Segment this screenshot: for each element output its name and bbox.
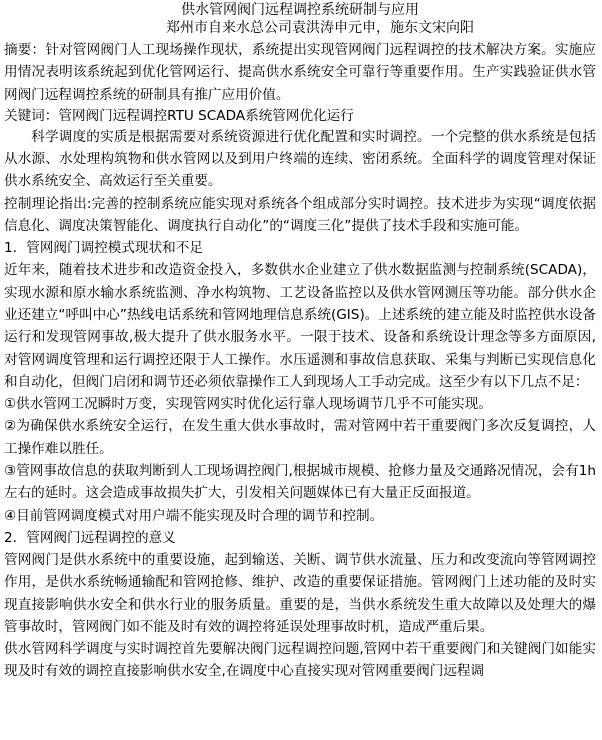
article-authors: 郑州市自来水总公司袁洪涛申元申，施东文宋向阳 [166,20,474,36]
section-1-heading: 1．管网阀门调控模式现状和不足 [4,240,203,257]
problem-item-2: ②为确保供水系统安全运行，在发生重大供水事故时，需对管网中若干重要阀门多次反复调控，人工操作难以胜任。 [4,418,596,457]
problem-item-4: ④目前管网调度模式对用户端不能实现及时合理的调节和控制。 [4,507,384,524]
problem-item-3: ③管网事故信息的获取判断到人工现场调控阀门,根据城市规模、抢修力量及交通路况情况，会有1h左右的延时。这会造成事故损失扩大，引发相关问题媒体已有大量正反面报道。 [4,463,596,502]
intro-paragraph-2: 控制理论指出:完善的控制系统应能实现对系统各个组成部分实时调控。技术进步为实现“调度依据信息化、调度决策智能化、调度执行自动化”的“调度三化”提供了技术手段和实施可能。 [4,195,596,235]
keywords-line: 关键词：管网阀门远程调控RTU SCADA系统管网优化运行 [4,107,354,124]
section-2-heading: 2．管网阀门远程调控的意义 [4,529,176,546]
problem-item-1: ①供水管网工况瞬时万变，实现管网实时优化运行靠人现场调节几乎不可能实现。 [4,396,492,413]
article-title: 供水管网阀门远程调控系统研制与应用 [181,2,419,18]
abstract-paragraph: 摘要：针对管网阀门人工现场操作现状，系统提出实现管网阀门远程调控的技术解决方案。实施应用情况表明该系统起到优化管网运行、提高供水系统安全可靠行等重要作用。生产实践验证供水管网阀门远程调控系统的研制具有推广应用价值。 [4,42,596,103]
section-1-body: 近年来，随着技术进步和改造资金投入，多数供水企业建立了供水数据监测与控制系统(SCADA)，实现水源和原水输水系统监测、净水构筑物、工艺设备监控以及供水管网测压等功能。部分供水企业还建立“呼叫中心”热线电话系统和管网地理信息系统(GIS)。上述系统的建立能及时监控供水设备运行和发现管网事故,极大提升了供水服务水平。一限于技术、设备和系统设计理念等多方面原因,对管网调度管理和运行调控还限于人工操作。水压遥测和事故信息获取、采集与判断已实现信息化和自动化，但阀门启闭和调节还必须依靠操作工人到现场人工手动完成。这至少有以下几点不足： [4,262,596,390]
section-2-body-continued: 供水管网科学调度与实时调控首先要解决阀门远程调控问题,管网中若干重要阀门和关键阀门如能实现及时有效的调控直接影响供水安全,在调度中心直接实现对管网重要阀门远程调 [4,641,596,680]
intro-paragraph-1: 科学调度的实质是根据需要对系统资源进行优化配置和实时调控。一个完整的供水系统是包括从水源、水处理构筑物和供水管网以及到用户终端的连续、密闭系统。全面科学的调度管理对保证供水系统安全、高效运行至关重要。 [4,128,596,190]
section-2-body: 管网阀门是供水系统中的重要设施，起到输送、关断、调节供水流量、压力和改变流向等管网调控作用，是供水系统畅通输配和管网抢修、维护、改造的重要保证措施。管网阀门上述功能的及时实现直接影响供水安全和供水行业的服务质量。重要的是，当供水系统发生重大故障以及处理大的爆管事故时，管网阀门如不能及时有效的调控将延误处理事故时机，造成严重后果。 [4,551,596,635]
